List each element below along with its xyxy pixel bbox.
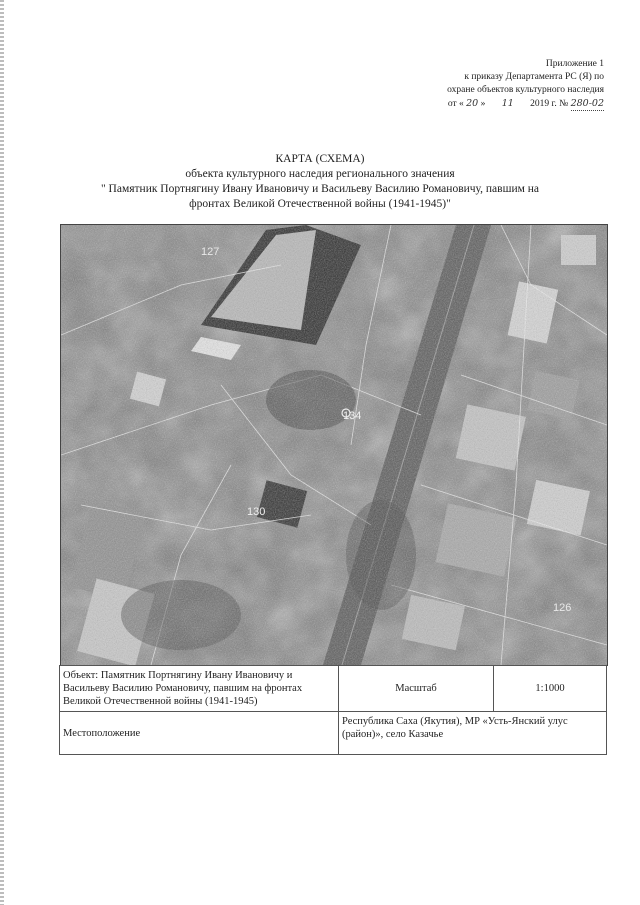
object-cell: Объект: Памятник Портнягину Ивану Ивановичу и Васильеву Василию Романовичу, павшим на фронтах Великой Отечественной войны (1941-1945) xyxy=(60,666,339,712)
aerial-map-image xyxy=(61,225,607,665)
map-title xyxy=(48,152,592,212)
appendix-line-3: охране объектов культурного наследия xyxy=(447,85,604,95)
map-label-127: 127 xyxy=(201,246,220,258)
date-prefix: от « xyxy=(447,99,464,109)
info-row-object xyxy=(60,666,607,712)
map-label-126: 126 xyxy=(553,602,572,614)
location-label-cell: Местоположение xyxy=(60,712,339,755)
order-number: 280-02 xyxy=(570,98,604,109)
map-photo-grain xyxy=(61,225,607,665)
title-line-3: " Памятник Портнягину Ивану Ивановичу и Васильеву Василию Романовичу, павшим на xyxy=(100,183,540,195)
title-line-1: КАРТА (СХЕМА) xyxy=(275,153,365,165)
aerial-map xyxy=(60,224,608,666)
appendix-line-2: к приказу Департамента РС (Я) по xyxy=(464,72,604,82)
map-label-130: 130 xyxy=(247,506,266,518)
map-label-134: 134 xyxy=(343,410,362,422)
date-day: 20 xyxy=(466,98,479,109)
scale-value-cell: 1:1000 xyxy=(494,666,607,712)
appendix-date-line xyxy=(374,97,604,111)
scale-label-cell: Масштаб xyxy=(339,666,494,712)
location-value-cell: Республика Саха (Якутия), МР «Усть-Янский улус (район)», село Казачье xyxy=(339,712,607,755)
info-row-location xyxy=(60,712,607,755)
scan-edge-dither xyxy=(0,0,4,905)
appendix-line-1: Приложение 1 xyxy=(545,59,604,69)
title-line-4: фронтах Великой Отечественной войны (1941-1945)" xyxy=(189,198,451,210)
date-year: 2019 г. № xyxy=(530,99,569,109)
map-info-table xyxy=(59,665,607,755)
title-line-2: объекта культурного наследия регионального значения xyxy=(185,168,455,180)
date-sep: » xyxy=(480,99,486,109)
appendix-header xyxy=(374,58,604,111)
date-month: 11 xyxy=(501,98,514,109)
